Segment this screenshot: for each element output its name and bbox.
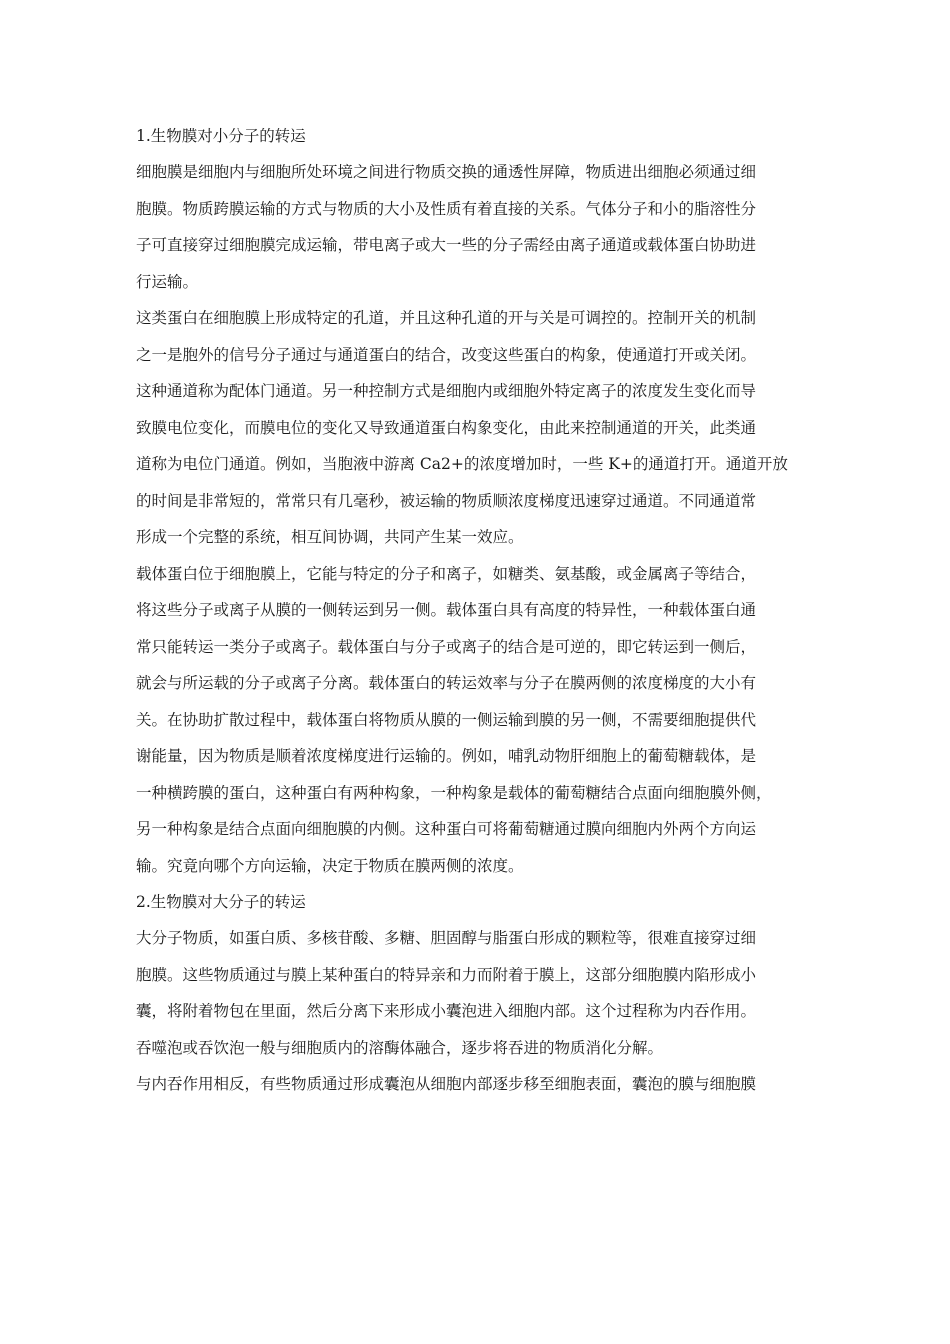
text-line: 与内吞作用相反，有些物质通过形成囊泡从细胞内部逐步移至细胞表面，囊泡的膜与细胞膜	[136, 1075, 757, 1093]
document-page	[136, 118, 836, 1103]
text-line: 大分子物质，如蛋白质、多核苷酸、多糖、胆固醇与脂蛋白形成的颗粒等，很难直接穿过细	[136, 929, 757, 947]
section-2-heading: 2.生物膜对大分子的转运	[136, 893, 306, 911]
text-line: 这种通道称为配体门通道。另一种控制方式是细胞内或细胞外特定离子的浓度发生变化而导	[136, 382, 757, 400]
section-1-paragraph-3	[136, 556, 836, 885]
text-line: 胞膜。这些物质通过与膜上某种蛋白的特异亲和力而附着于膜上，这部分细胞膜内陷形成小	[136, 965, 757, 984]
section-2-paragraph-1	[136, 920, 836, 1066]
text-line: 输。究竟向哪个方向运输，决定于物质在膜两侧的浓度。	[136, 856, 524, 875]
text-line: 致膜电位变化，而膜电位的变化又导致通道蛋白构象变化，由此来控制通道的开关，此类通	[136, 418, 757, 437]
text-line: 另一种构象是结合点面向细胞膜的内侧。这种蛋白可将葡萄糖通过膜向细胞内外两个方向运	[136, 820, 757, 838]
section-1-paragraph-1	[136, 154, 836, 300]
text-line: 细胞膜是细胞内与细胞所处环境之间进行物质交换的通透性屏障，物质进出细胞必须通过细	[136, 163, 757, 181]
text-line: 就会与所运载的分子或离子分离。载体蛋白的转运效率与分子在膜两侧的浓度梯度的大小有	[136, 674, 757, 692]
text-line: 囊，将附着物包在里面，然后分离下来形成小囊泡进入细胞内部。这个过程称为内吞作用。	[136, 1002, 757, 1020]
text-line: 关。在协助扩散过程中，载体蛋白将物质从膜的一侧运输到膜的另一侧，不需要细胞提供代	[136, 710, 757, 729]
section-1-paragraph-2	[136, 300, 836, 556]
text-line: 胞膜。物质跨膜运输的方式与物质的大小及性质有着直接的关系。气体分子和小的脂溶性分	[136, 199, 757, 218]
text-line: 的时间是非常短的，常常只有几毫秒，被运输的物质顺浓度梯度迅速穿过通道。不同通道常	[136, 491, 757, 510]
text-line: 形成一个完整的系统，相互间协调，共同产生某一效应。	[136, 528, 524, 546]
text-line: 吞噬泡或吞饮泡一般与细胞质内的溶酶体融合，逐步将吞进的物质消化分解。	[136, 1038, 664, 1057]
text-line: 将这些分子或离子从膜的一侧转运到另一侧。载体蛋白具有高度的特异性，一种载体蛋白通	[136, 601, 757, 619]
text-line: 道称为电位门通道。例如，当胞液中游离 Ca2+的浓度增加时，一些 K+的通道打开。通道开放	[136, 455, 788, 473]
section-2-paragraph-2	[136, 1066, 836, 1103]
text-line: 行运输。	[136, 272, 199, 291]
section-1-heading: 1.生物膜对小分子的转运	[136, 127, 306, 145]
text-line: 常只能转运一类分子或离子。载体蛋白与分子或离子的结合是可逆的，即它转运到一侧后，	[136, 637, 757, 656]
text-line: 谢能量，因为物质是顺着浓度梯度进行运输的。例如，哺乳动物肝细胞上的葡萄糖载体，是	[136, 747, 757, 765]
text-line: 一种横跨膜的蛋白，这种蛋白有两种构象，一种构象是载体的葡萄糖结合点面向细胞膜外侧，	[136, 783, 772, 802]
text-line: 子可直接穿过细胞膜完成运输，带电离子或大一些的分子需经由离子通道或载体蛋白协助进	[136, 236, 757, 254]
text-line: 载体蛋白位于细胞膜上，它能与特定的分子和离子，如糖类、氨基酸，或金属离子等结合，	[136, 564, 757, 583]
text-line: 之一是胞外的信号分子通过与通道蛋白的结合，改变这些蛋白的构象，使通道打开或关闭。	[136, 345, 757, 364]
text-line: 这类蛋白在细胞膜上形成特定的孔道，并且这种孔道的开与关是可调控的。控制开关的机制	[136, 309, 757, 327]
